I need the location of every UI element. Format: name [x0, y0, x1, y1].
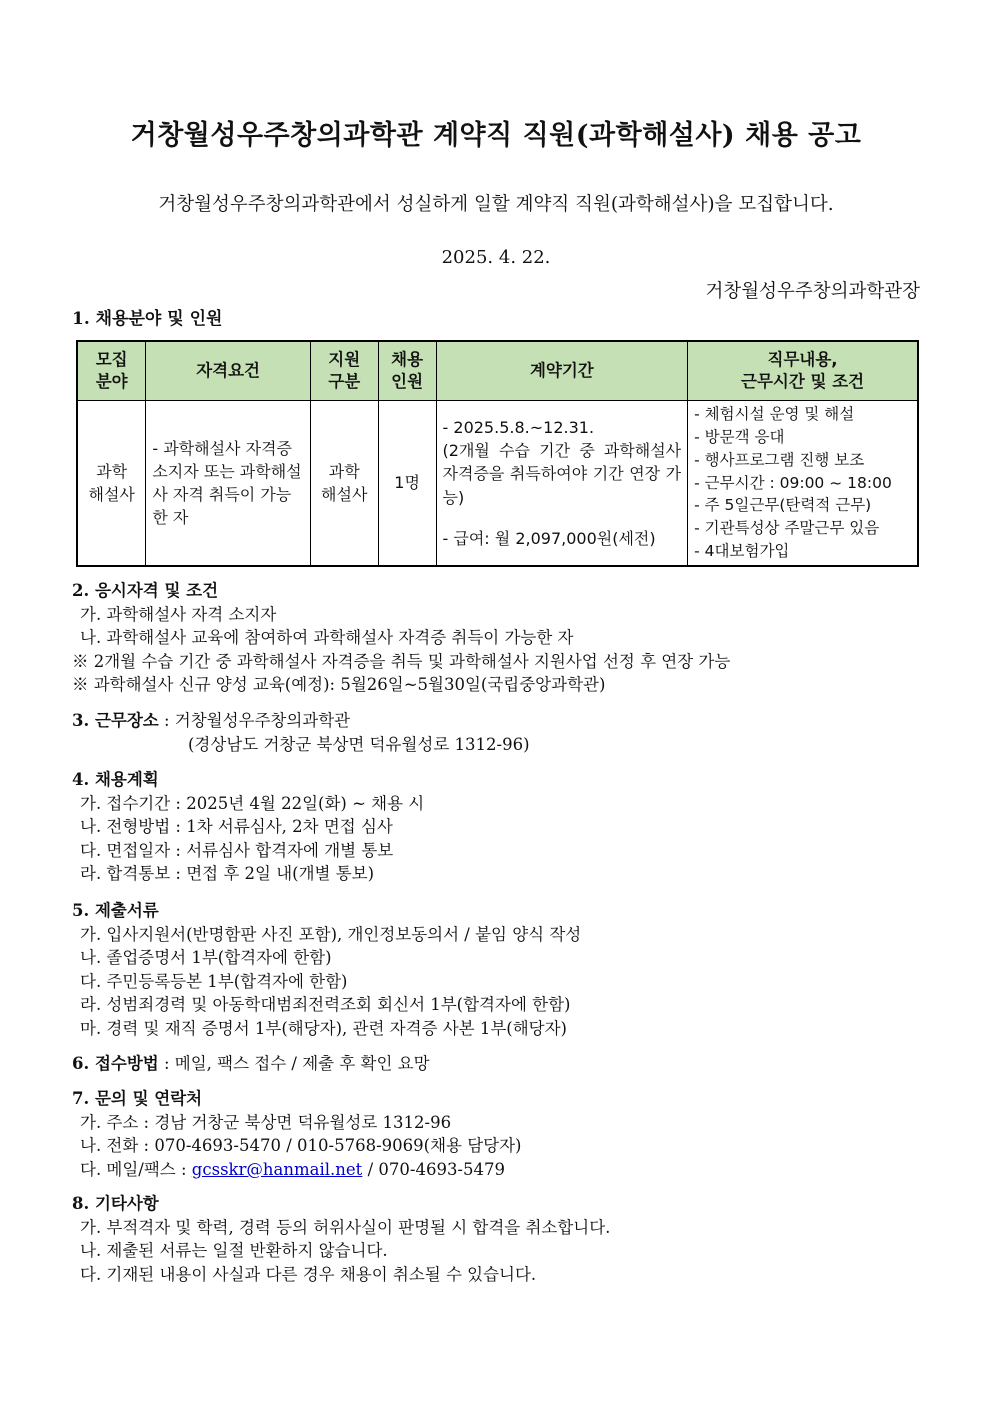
col-header-support-type: 지원 구분	[310, 341, 378, 401]
list-item: - 근무시간 : 09:00 ~ 18:00	[694, 473, 892, 492]
list-item: - 방문객 응대	[694, 428, 785, 447]
section3-heading: 3. 근무장소	[72, 711, 159, 730]
section5	[72, 899, 581, 1041]
cell-qualification: - 과학해설사 자격증 소지자 또는 과학해설사 자격 취득이 가능한 자	[146, 401, 310, 567]
list-item: 마. 경력 및 재직 증명서 1부(해당자), 관련 자격증 사본 1부(해당자)	[80, 1018, 567, 1038]
fax-number: / 070-4693-5479	[362, 1159, 506, 1179]
col-header-field: 모집 분야	[77, 341, 146, 401]
list-item: 다. 기재된 내용이 사실과 다른 경우 채용이 취소될 수 있습니다.	[80, 1264, 537, 1284]
col-header-count: 채용 인원	[378, 341, 436, 401]
list-item: 나. 과학해설사 교육에 참여하여 과학해설사 자격증 취득이 가능한 자	[80, 628, 574, 648]
list-item: 다. 주민등록등본 1부(합격자에 한함)	[80, 971, 348, 991]
table-row	[77, 401, 918, 567]
section7	[72, 1087, 521, 1181]
mail-label: 다. 메일/팩스 :	[80, 1159, 192, 1179]
section6	[72, 1052, 430, 1076]
section4-heading: 4. 채용계획	[72, 770, 159, 789]
list-item: - 기관특성상 주말근무 있음	[694, 519, 880, 538]
section8-heading: 8. 기타사항	[72, 1194, 159, 1213]
list-item: 가. 부적격자 및 학력, 경력 등의 허위사실이 판명될 시 합격을 취소합니다.	[80, 1217, 611, 1237]
section1-heading: 1. 채용분야 및 인원	[72, 309, 223, 329]
list-item: 가. 접수기간 : 2025년 4월 22일(화) ~ 채용 시	[80, 793, 425, 813]
contact-address: 가. 주소 : 경남 거창군 북상면 덕유월성로 1312-96	[80, 1112, 452, 1132]
page-title: 거창월성우주창의과학관 계약직 직원(과학해설사) 채용 공고	[130, 120, 862, 151]
list-item: - 주 5일근무(탄력적 근무)	[694, 496, 872, 515]
list-item: ※ 2개월 수습 기간 중 과학해설사 자격증을 취득 및 과학해설사 지원사업 선정 후 연장 가능	[72, 651, 731, 671]
list-item: 가. 과학해설사 자격 소지자	[80, 604, 277, 624]
list-item: 다. 면접일자 : 서류심사 합격자에 개별 통보	[80, 840, 394, 860]
section5-heading: 5. 제출서류	[72, 901, 159, 920]
section6-heading: 6. 접수방법	[72, 1054, 159, 1073]
contact-mail-fax	[72, 1158, 521, 1182]
intro-text: 거창월성우주창의과학관에서 성실하게 일할 계약직 직원(과학해설사)을 모집합니다.	[158, 194, 834, 215]
list-item: ※ 과학해설사 신규 양성 교육(예정): 5월26일~5월30일(국립중앙과학관)	[72, 675, 606, 695]
section7-heading: 7. 문의 및 연락처	[72, 1089, 203, 1108]
list-item: 나. 제출된 서류는 일절 반환하지 않습니다.	[80, 1241, 388, 1261]
work-address: (경상남도 거창군 북상면 덕유월성로 1312-96)	[188, 734, 530, 754]
table-header-row	[77, 341, 918, 401]
list-item: 나. 전형방법 : 1차 서류심사, 2차 면접 심사	[80, 817, 393, 837]
list-item: 라. 성범죄경력 및 아동학대범죄전력조회 회신서 1부(합격자에 한함)	[80, 995, 571, 1015]
col-header-duties: 직무내용, 근무시간 및 조건	[688, 341, 918, 401]
section4	[72, 768, 424, 886]
cell-duties	[688, 401, 918, 567]
section2-heading: 2. 응시자격 및 조건	[72, 581, 219, 600]
period-salary: - 급여: 월 2,097,000원(세전)	[442, 528, 656, 548]
apply-method: : 메일, 팩스 접수 / 제출 후 확인 요망	[158, 1054, 430, 1073]
list-item: 가. 입사지원서(반명함판 사진 포함), 개인정보동의서 / 붙임 양식 작성	[80, 924, 582, 944]
cell-period	[436, 401, 688, 567]
list-item: - 행사프로그램 진행 보조	[694, 450, 865, 469]
list-item: - 체험시설 운영 및 해설	[694, 405, 855, 424]
email-link[interactable]: gcsskr@hanmail.net	[191, 1159, 363, 1179]
announcement-date: 2025. 4. 22.	[441, 247, 551, 268]
contact-phone: 나. 전화 : 070-4693-5470 / 010-5768-9069(채용 담당자)	[80, 1136, 522, 1156]
cell-count: 1명	[378, 401, 436, 567]
work-place: : 거창월성우주창의과학관	[158, 711, 351, 730]
period-dates: - 2025.5.8.~12.31.	[442, 418, 595, 438]
cell-support-type: 과학 해설사	[310, 401, 378, 567]
section3	[72, 709, 530, 756]
section8	[72, 1192, 610, 1286]
cell-field: 과학 해설사	[77, 401, 146, 567]
period-note: (2개월 수습 기간 중 과학해설사 자격증을 취득하여야 기간 연장 가능)	[442, 441, 682, 507]
organization-name: 거창월성우주창의과학관장	[705, 281, 920, 302]
recruitment-table	[76, 340, 919, 567]
list-item: 라. 합격통보 : 면접 후 2일 내(개별 통보)	[80, 864, 375, 884]
section2	[72, 579, 730, 697]
col-header-qualification: 자격요건	[146, 341, 310, 401]
list-item: - 4대보험가입	[694, 541, 790, 560]
list-item: 나. 졸업증명서 1부(합격자에 한함)	[80, 948, 332, 968]
col-header-period: 계약기간	[436, 341, 688, 401]
